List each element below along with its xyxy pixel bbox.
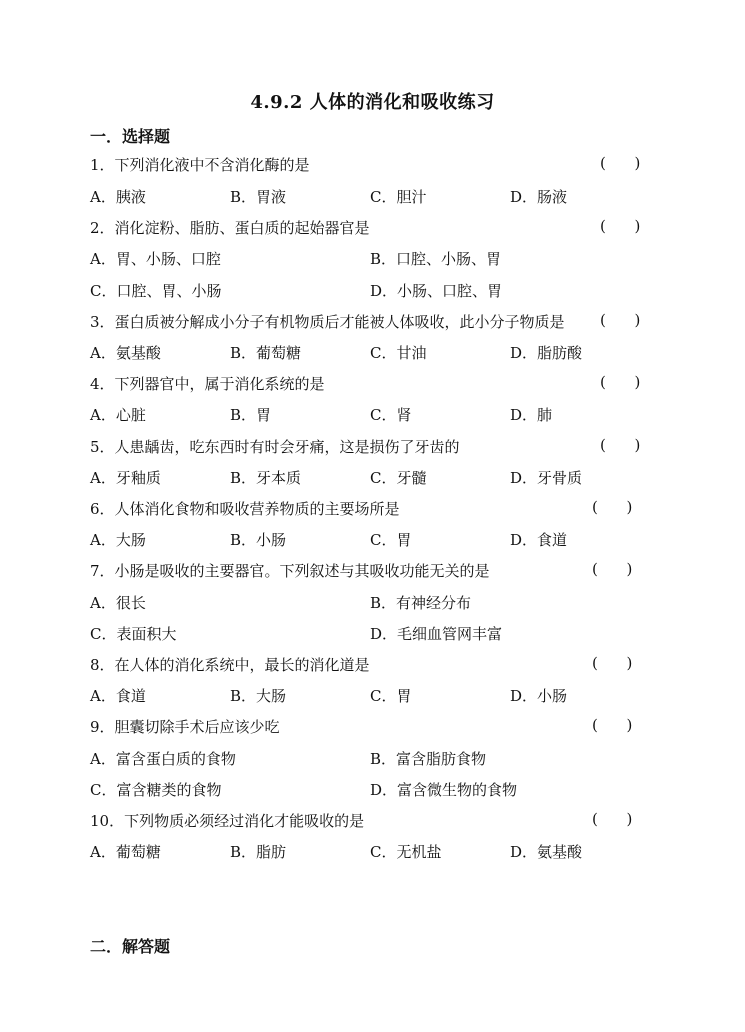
section-answer-heading: 二．解答题: [90, 937, 171, 956]
question-6: 6．人体消化食物和吸收营养物质的主要场所是: [90, 500, 400, 518]
q9-option-d: D．富含微生物的食物: [370, 781, 518, 799]
answer-blank-8: ( ): [592, 654, 633, 672]
answer-blank-1: ( ): [600, 154, 641, 172]
answer-blank-5: ( ): [600, 436, 641, 454]
q2-option-c: C．口腔、胃、小肠: [90, 282, 222, 300]
question-1: 1．下列消化液中不含消化酶的是: [90, 156, 310, 174]
section-choice-heading: 一．选择题: [90, 127, 171, 146]
question-4: 4．下列器官中，属于消化系统的是: [90, 375, 325, 393]
q10-option-a: A．葡萄糖: [90, 843, 161, 861]
q1-option-c: C．胆汁: [370, 188, 427, 206]
answer-blank-7: ( ): [592, 560, 633, 578]
q9-option-c: C．富含糖类的食物: [90, 781, 222, 799]
answer-blank-9: ( ): [592, 716, 633, 734]
question-9: 9．胆囊切除手术后应该少吃: [90, 718, 280, 736]
q2-option-d: D．小肠、口腔、胃: [370, 282, 503, 300]
q6-option-d: D．食道: [510, 531, 568, 549]
q7-option-c: C．表面积大: [90, 625, 177, 643]
q3-option-b: B．葡萄糖: [230, 344, 302, 362]
answer-blank-4: ( ): [600, 373, 641, 391]
q1-option-a: A．胰液: [90, 188, 146, 206]
q9-option-b: B．富含脂肪食物: [370, 750, 487, 768]
q8-option-c: C．胃: [370, 687, 412, 705]
q5-option-d: D．牙骨质: [510, 469, 583, 487]
question-2: 2．消化淀粉、脂肪、蛋白质的起始器官是: [90, 219, 370, 237]
q3-option-c: C．甘油: [370, 344, 427, 362]
q4-option-c: C．肾: [370, 406, 412, 424]
q6-option-a: A．大肠: [90, 531, 146, 549]
q8-option-a: A．食道: [90, 687, 146, 705]
q10-option-d: D．氨基酸: [510, 843, 583, 861]
q6-option-b: B．小肠: [230, 531, 287, 549]
question-8: 8．在人体的消化系统中，最长的消化道是: [90, 656, 370, 674]
q4-option-a: A．心脏: [90, 406, 146, 424]
question-7: 7．小肠是吸收的主要器官。下列叙述与其吸收功能无关的是: [90, 562, 490, 580]
answer-blank-3: ( ): [600, 311, 641, 329]
q1-option-d: D．肠液: [510, 188, 568, 206]
question-5: 5．人患龋齿，吃东西时有时会牙痛，这是损伤了牙齿的: [90, 438, 460, 456]
q3-option-a: A．氨基酸: [90, 344, 161, 362]
answer-blank-2: ( ): [600, 217, 641, 235]
q7-option-a: A．很长: [90, 594, 146, 612]
q2-option-b: B．口腔、小肠、胃: [370, 250, 502, 268]
q5-option-a: A．牙釉质: [90, 469, 161, 487]
q8-option-b: B．大肠: [230, 687, 287, 705]
q7-option-b: B．有神经分布: [370, 594, 472, 612]
q8-option-d: D．小肠: [510, 687, 568, 705]
q9-option-a: A．富含蛋白质的食物: [90, 750, 236, 768]
answer-blank-10: ( ): [592, 810, 633, 828]
q10-option-c: C．无机盐: [370, 843, 442, 861]
q3-option-d: D．脂肪酸: [510, 344, 583, 362]
q5-option-b: B．牙本质: [230, 469, 302, 487]
q1-option-b: B．胃液: [230, 188, 287, 206]
answer-blank-6: ( ): [592, 498, 633, 516]
q4-option-b: B．胃: [230, 406, 272, 424]
question-3: 3．蛋白质被分解成小分子有机物质后才能被人体吸收，此小分子物质是: [90, 313, 565, 331]
q5-option-c: C．牙髓: [370, 469, 427, 487]
question-10: 10．下列物质必须经过消化才能吸收的是: [90, 812, 365, 830]
q2-option-a: A．胃、小肠、口腔: [90, 250, 221, 268]
page-title: 4.9.2 人体的消化和吸收练习: [250, 92, 495, 113]
q10-option-b: B．脂肪: [230, 843, 287, 861]
q7-option-d: D．毛细血管网丰富: [370, 625, 503, 643]
q6-option-c: C．胃: [370, 531, 412, 549]
q4-option-d: D．肺: [510, 406, 553, 424]
